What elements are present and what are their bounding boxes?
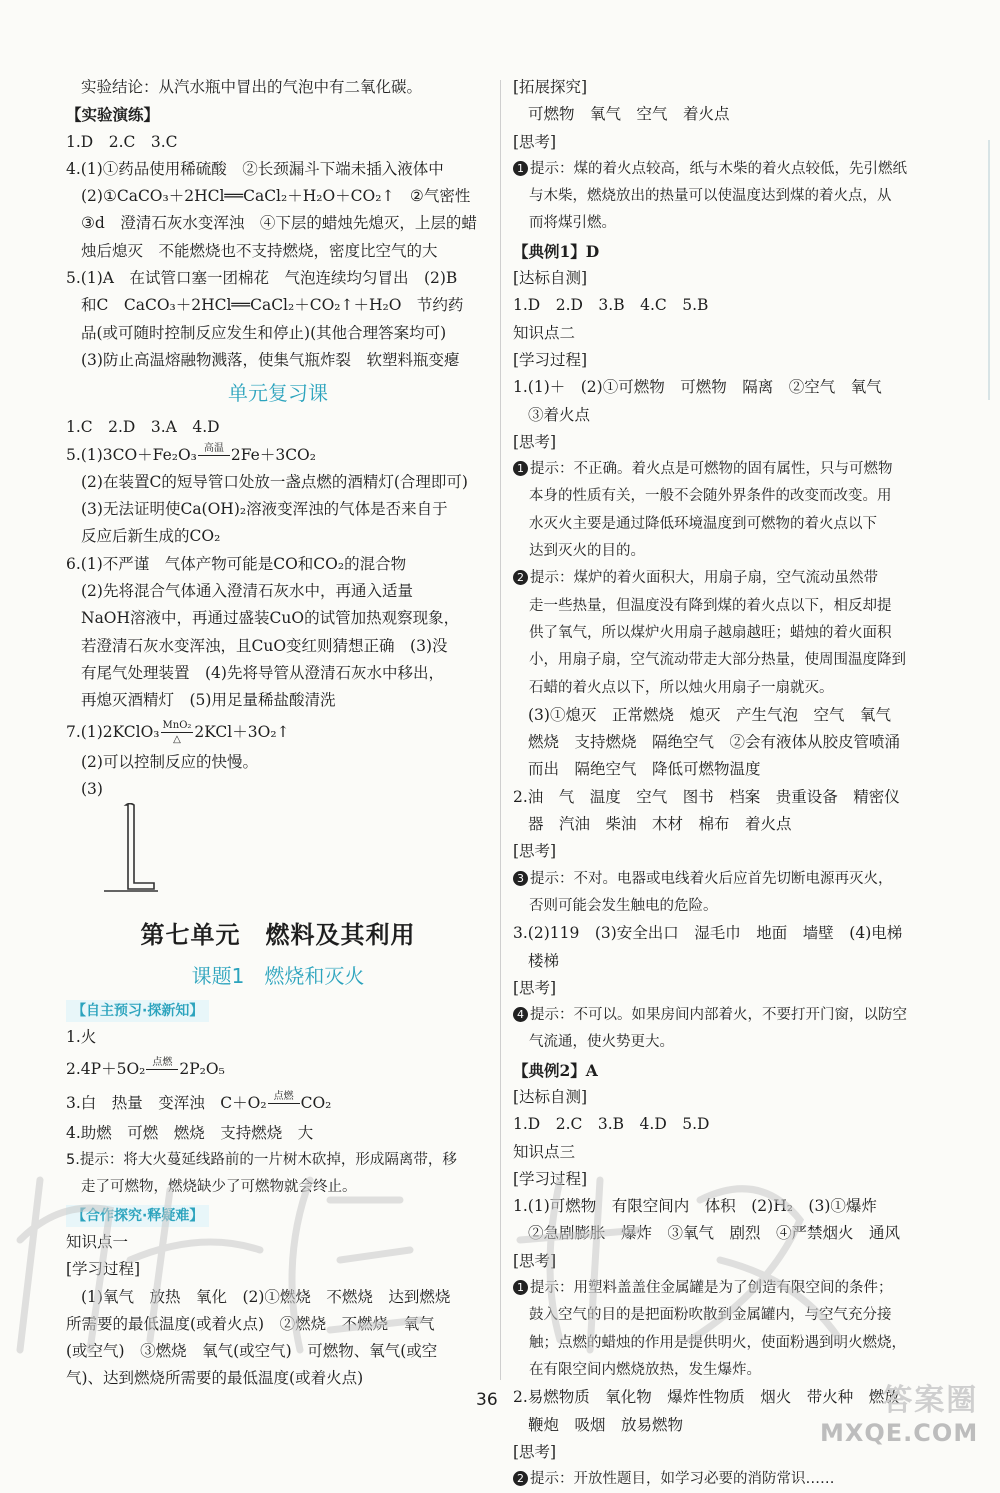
- subsection-tag: [学习过程]: [66, 1260, 141, 1279]
- watermark-url: MXQE.COM: [820, 1419, 979, 1447]
- number-badge: 2: [513, 570, 528, 585]
- text-line: (3)①熄灭 正常燃烧 熄灭 产生气泡 空气 氧气: [528, 705, 891, 724]
- text-line: 和C CaCO₃＋2HCl══CaCl₂＋CO₂↑＋H₂O 节约药: [81, 296, 464, 315]
- text-line: (1)氧气 放热 氧化 (2)①燃烧 不燃烧 达到燃烧: [81, 1287, 451, 1306]
- number-badge: 3: [513, 871, 528, 886]
- hint-line: [513, 156, 933, 183]
- text-line: 2.易燃物质 氧化物 爆炸性物质 烟火 带火种 燃放: [513, 1388, 900, 1407]
- number-badge: 1: [513, 461, 528, 476]
- column-divider: [500, 80, 501, 1380]
- hint-line: [513, 1466, 933, 1493]
- unit-title: 第七单元 燃料及其利用: [140, 920, 416, 950]
- hint-text: 提示：煤炉的着火面积大，用扇子扇，空气流动虽然带: [530, 570, 878, 587]
- text-line: 烛后熄灭 不能燃烧也不支持燃烧，密度比空气的大: [81, 241, 438, 260]
- right-column: [513, 74, 933, 1493]
- hint-text: 提示：不对。电器或电线着火后应首先切断电源再灭火，: [530, 870, 893, 887]
- text-line: ③d 澄清石灰水变浑浊 ④下层的蜡烛先熄灭，上层的蜡: [81, 214, 477, 233]
- condition-text: 点燃: [152, 1057, 173, 1069]
- text-line: 所需要的最低温度(或着火点) ②燃烧 不燃烧 氧气: [66, 1314, 435, 1333]
- equation-right: CO₂: [300, 1093, 332, 1112]
- text-line: 1.(1)可燃物 有限空间内 体积 (2)H₂ (3)①爆炸: [513, 1197, 877, 1216]
- subsection-tag: [达标自测]: [513, 269, 588, 288]
- example-tag: 【典例1】D: [513, 241, 600, 261]
- condition-heat: △: [173, 734, 181, 746]
- text-line: 可燃物 氧气 空气 着火点: [528, 105, 730, 124]
- text-line: 气)、达到燃烧所需要的最低温度(或着火点): [66, 1369, 364, 1388]
- text-line: (3): [81, 779, 103, 798]
- text-line: (2)①CaCO₃＋2HCl══CaCl₂＋H₂O＋CO₂↑ ②气密性: [81, 187, 471, 206]
- hint-line: 气流通，使火势更大。: [529, 1034, 674, 1051]
- subsection-tag: [达标自测]: [513, 1087, 588, 1106]
- equation-left: 5.(1)3CO＋Fe₂O₃: [66, 445, 197, 464]
- review-title: 单元复习课: [228, 381, 328, 406]
- subsection-tag: [思考]: [513, 1442, 557, 1461]
- text-line: 1.(1)＋ (2)①可燃物 可燃物 隔离 ②空气 氧气: [513, 378, 882, 397]
- text-line: NaOH溶液中，再通过盛装CuO的试管加热观察现象，: [81, 609, 460, 628]
- hint-line: 触；点燃的蜡烛的作用是提供明火，使面粉遇到明火燃烧，: [529, 1334, 906, 1351]
- explore-banner: 【合作探究·释疑难】: [66, 1205, 209, 1227]
- page-number: 36: [476, 1390, 498, 1410]
- text-line: (2)在装置C的短导管口处放一盏点燃的酒精灯(合理即可): [81, 472, 468, 491]
- text-line: 6.(1)不严谨 气体产物可能是CO和CO₂的混合物: [66, 554, 407, 573]
- hint-line: 而将煤引燃。: [529, 215, 616, 232]
- hint-line: 小，用扇子扇，空气流动带走大部分热量，使周围温度降到: [529, 652, 906, 669]
- hint-line: [513, 1275, 933, 1302]
- text-line: 反应后新生成的CO₂: [81, 527, 221, 546]
- hint-line: [513, 866, 933, 893]
- condition-text: 点燃: [273, 1091, 294, 1103]
- text-line: (或空气) ③燃烧 氧气(或空气) 可燃物、氧气(或空: [66, 1342, 438, 1361]
- hint-line: [513, 565, 933, 592]
- reaction-condition: [198, 443, 230, 468]
- text-line: ③着火点: [528, 405, 591, 424]
- subsection-tag: [学习过程]: [513, 1169, 588, 1188]
- condition-text: MnO₂: [162, 720, 192, 732]
- equation-right: 2Fe＋3CO₂: [230, 445, 316, 464]
- equation-right: 2KCl＋3O₂↑: [194, 722, 290, 741]
- hint-line: 本身的性质有关，一般不会随外界条件的改变而改变。用: [529, 488, 892, 505]
- condition-text: 高温: [203, 443, 224, 455]
- page-edge-mark: [988, 140, 990, 400]
- subsection-tag: [思考]: [513, 132, 557, 151]
- hint-text: 提示：用塑料盖盖住金属罐是为了创造有限空间的条件；: [530, 1280, 893, 1297]
- site-watermark: [820, 1375, 978, 1447]
- lesson-title: 课题1 燃烧和灭火: [191, 964, 365, 989]
- hint-line: 供了氧气，所以煤炉火用扇子越扇越旺；蜡烛的着火面积: [529, 624, 892, 641]
- text-line: 2.油 气 温度 空气 图书 档案 贵重设备 精密仪: [513, 787, 900, 806]
- text-line: ②急剧膨胀 爆炸 ③氧气 剧烈 ④严禁烟火 通风: [528, 1224, 901, 1243]
- text-line: 器 汽油 柴油 木材 棉布 着火点: [528, 815, 792, 834]
- reaction-condition: [268, 1091, 300, 1116]
- hint-line: 与木柴，燃烧放出的热量可以使温度达到煤的着火点，从: [529, 188, 892, 205]
- text-line: 1.D 2.D 3.B 4.C 5.B: [513, 296, 709, 315]
- equation-left: 7.(1)2KClO₃: [66, 722, 160, 741]
- text-line: 品(或可随时控制反应发生和停止)(其他合理答案均可): [81, 323, 447, 342]
- number-badge: 1: [513, 161, 528, 176]
- hint-text: 提示：开放性题目，如学习必要的消防常识……: [530, 1471, 835, 1488]
- hint-line: 走了可燃物，燃烧缺少了可燃物就会终止。: [81, 1179, 357, 1196]
- equation-right: 2P₂O₅: [179, 1059, 225, 1078]
- text-line: 1.C 2.D 3.A 4.D: [66, 418, 220, 437]
- subsection-tag: [思考]: [513, 978, 557, 997]
- subsection-tag: [思考]: [513, 842, 557, 861]
- knowledge-point-title: 知识点二: [513, 323, 576, 342]
- hint-line: 否则可能会发生触电的危险。: [529, 897, 718, 914]
- text-line: 燃烧 支持燃烧 隔绝空气 ②会有液体从胶皮管喷涌: [528, 733, 901, 752]
- equation-line: [66, 442, 490, 469]
- text-line: 4.(1)①药品使用稀硫酸 ②长颈漏斗下端未插入液体中: [66, 159, 444, 178]
- reaction-condition: [146, 1057, 178, 1082]
- hint-line: 达到灭火的目的。: [529, 543, 645, 560]
- text-line: 1.D 2.C 3.C: [66, 132, 178, 151]
- text-line: 鞭炮 吸烟 放易燃物: [528, 1415, 684, 1434]
- text-line: 5.(1)A 在试管口塞一团棉花 气泡连续均匀冒出 (2)B: [66, 269, 458, 288]
- hint-text: 提示：不正确。着火点是可燃物的固有属性，只与可燃物: [530, 461, 893, 478]
- hint-line: 水灭火主要是通过降低环境温度到可燃物的着火点以下: [529, 515, 877, 532]
- subsection-tag: [学习过程]: [513, 350, 588, 369]
- text-line: (3)防止高温熔融物溅落，使集气瓶炸裂 软塑料瓶变瘪: [81, 350, 460, 369]
- text-line: 而出 隔绝空气 降低可燃物温度: [528, 760, 761, 779]
- example-tag: 【典例2】A: [513, 1060, 598, 1080]
- section-tag: 【实验演练】: [66, 105, 160, 125]
- text-line: 实验结论：从汽水瓶中冒出的气泡中有二氧化碳。: [81, 78, 423, 96]
- preview-banner: 【自主预习·探新知】: [66, 1000, 209, 1022]
- text-line: 3.(2)119 (3)安全出口 湿毛巾 地面 墙壁 (4)电梯: [513, 924, 903, 943]
- hint-line: 5.提示：将大火蔓延线路前的一片树木砍掉，形成隔离带，移: [66, 1152, 457, 1169]
- subsection-tag: [思考]: [513, 1251, 557, 1270]
- text-line: (2)可以控制反应的快慢。: [81, 752, 258, 771]
- text-line: 再熄灭酒精灯 (5)用足量稀盐酸清洗: [81, 691, 336, 710]
- text-line: (2)先将混合气体通入澄清石灰水中，再通入适量: [81, 582, 413, 601]
- text-line: (3)无法证明使Ca(OH)₂溶液变浑浊的气体是否来自于: [81, 500, 448, 519]
- hint-text: 提示：不可以。如果房间内部着火，不要打开门窗，以防空: [530, 1007, 907, 1024]
- hint-line: 石蜡的着火点以下，所以烛火用扇子一扇就灭。: [529, 679, 834, 696]
- equation-left: 2.4P＋5O₂: [66, 1059, 146, 1078]
- number-badge: 2: [513, 1471, 528, 1486]
- equation-line: [66, 1052, 490, 1086]
- bent-tube-icon: [102, 803, 162, 895]
- equation-line: [66, 715, 490, 749]
- knowledge-point-title: 知识点三: [513, 1142, 576, 1161]
- text-line: 若澄清石灰水变浑浊，且CuO变红则猜想正确 (3)没: [81, 636, 448, 655]
- hint-line: [513, 1002, 933, 1029]
- text-line: 1.火: [66, 1028, 97, 1047]
- text-line: 1.D 2.C 3.B 4.D 5.D: [513, 1115, 710, 1134]
- equation-left: 3.白 热量 变浑浊 C＋O₂: [66, 1093, 267, 1112]
- hint-text: 提示：煤的着火点较高，纸与木柴的着火点较低，先引燃纸: [530, 160, 907, 177]
- watermark-logo: 答案圈: [882, 1383, 979, 1418]
- equation-line: [66, 1086, 490, 1120]
- left-column: [66, 74, 490, 1393]
- number-badge: 1: [513, 1280, 528, 1295]
- gas-tube-diagram: [66, 803, 490, 903]
- hint-line: 走一些热量，但温度没有降到煤的着火点以下，相反却提: [529, 597, 892, 614]
- subsection-tag: [拓展探究]: [513, 78, 588, 96]
- text-line: 4.助燃 可燃 燃烧 支持燃烧 大: [66, 1123, 314, 1142]
- subsection-tag: [思考]: [513, 432, 557, 451]
- knowledge-point-title: 知识点一: [66, 1232, 129, 1251]
- hint-line: [513, 456, 933, 483]
- text-line: 有尾气处理装置 (4)先将导管从澄清石灰水中移出，: [81, 663, 444, 682]
- number-badge: 4: [513, 1007, 528, 1022]
- hint-line: 在有限空间内燃烧放热，发生爆炸。: [529, 1361, 761, 1378]
- reaction-condition: [161, 720, 194, 745]
- text-line: 楼梯: [528, 951, 560, 970]
- hint-line: 鼓入空气的目的是把面粉吹散到金属罐内，与空气充分接: [529, 1307, 892, 1324]
